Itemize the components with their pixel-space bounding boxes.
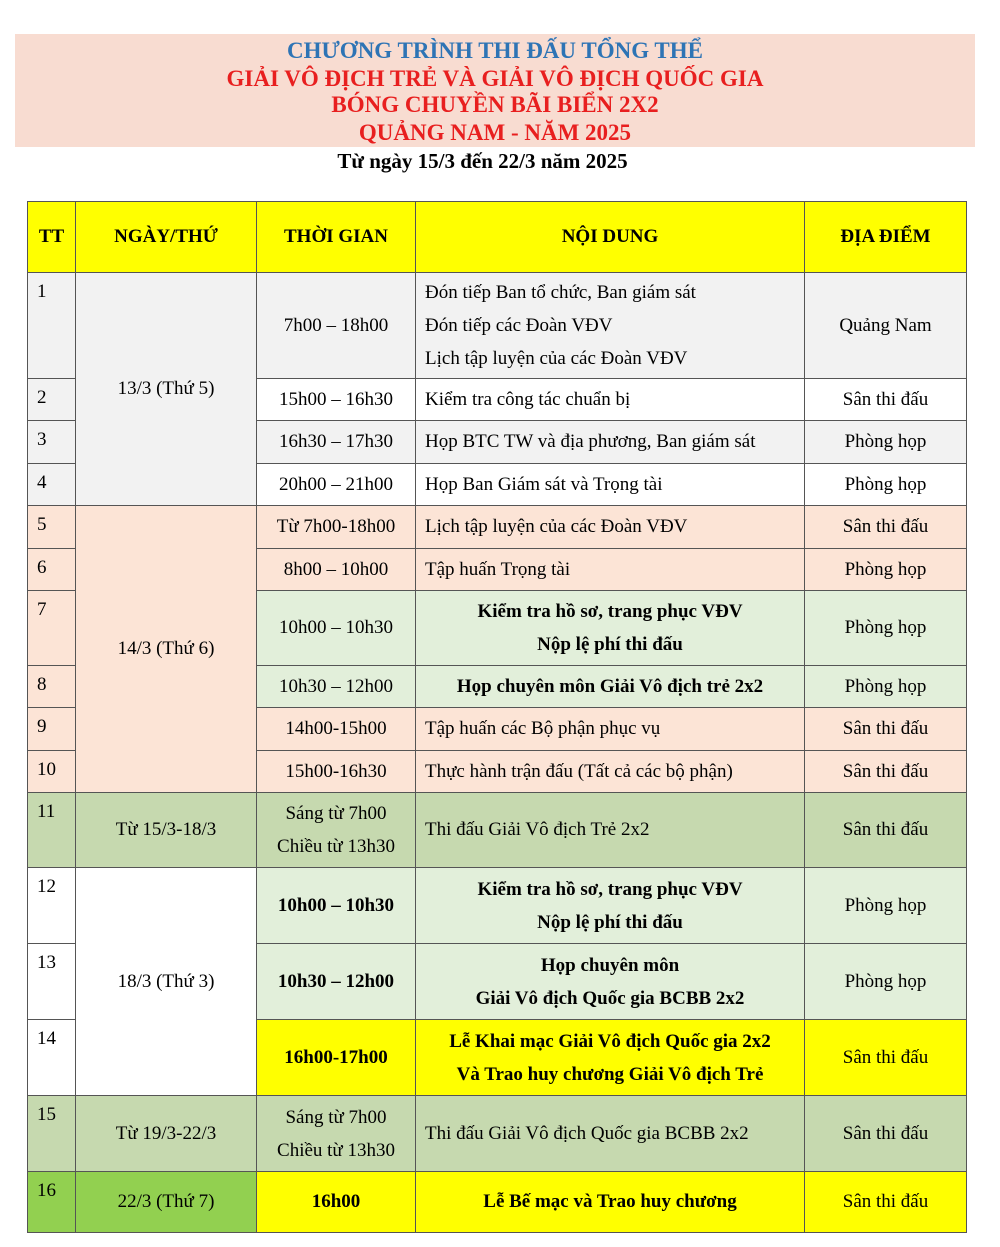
content-cell: Thi đấu Giải Vô địch Trẻ 2x2 [416, 793, 805, 868]
content-cell: Họp BTC TW và địa phương, Ban giám sát [416, 421, 805, 464]
time-cell: 16h00-17h00 [257, 1020, 416, 1096]
time-cell: 20h00 – 21h00 [257, 464, 416, 506]
date-cell: 22/3 (Thứ 7) [76, 1172, 257, 1233]
content-cell: Lễ Bế mạc và Trao huy chương [416, 1172, 805, 1233]
time-cell: 15h00 – 16h30 [257, 379, 416, 421]
time-cell: 14h00-15h00 [257, 708, 416, 751]
time-cell: 10h00 – 10h30 [257, 591, 416, 666]
row-number: 6 [28, 549, 76, 591]
title-line-1: CHƯƠNG TRÌNH THI ĐẤU TỔNG THỂ [287, 38, 703, 63]
place-cell: Phòng họp [805, 421, 967, 464]
row-number: 5 [28, 506, 76, 549]
date-cell: Từ 19/3-22/3 [76, 1096, 257, 1172]
row-number: 4 [28, 464, 76, 506]
place-cell: Sân thi đấu [805, 379, 967, 421]
time-cell: 10h30 – 12h00 [257, 944, 416, 1020]
place-cell: Sân thi đấu [805, 751, 967, 793]
place-cell: Phòng họp [805, 944, 967, 1020]
row-number: 8 [28, 666, 76, 708]
col-header-content: NỘI DUNG [416, 202, 805, 273]
row-number: 9 [28, 708, 76, 751]
table-row [28, 793, 967, 868]
time-cell: 16h00 [257, 1172, 416, 1233]
row-number: 16 [28, 1172, 76, 1233]
time-cell: 7h00 – 18h00 [257, 273, 416, 379]
content-cell: Họp chuyên môn Giải Vô địch trẻ 2x2 [416, 666, 805, 708]
time-cell: Sáng từ 7h00 Chiều từ 13h30 [257, 1096, 416, 1172]
time-cell: 16h30 – 17h30 [257, 421, 416, 464]
title-line-3: BÓNG CHUYỀN BÃI BIỂN 2X2 [331, 92, 659, 117]
row-number: 7 [28, 591, 76, 666]
time-cell: 10h30 – 12h00 [257, 666, 416, 708]
content-cell: Tập huấn các Bộ phận phục vụ [416, 708, 805, 751]
place-cell: Phòng họp [805, 591, 967, 666]
title-banner [15, 34, 975, 147]
title-line-4: QUẢNG NAM - NĂM 2025 [358, 120, 632, 145]
content-cell: Kiểm tra hồ sơ, trang phục VĐV Nộp lệ phí thi đấu [416, 591, 805, 666]
row-number: 1 [28, 273, 76, 379]
place-cell: Sân thi đấu [805, 793, 967, 868]
place-cell: Sân thi đấu [805, 1020, 967, 1096]
table-row [28, 868, 967, 944]
time-cell: 8h00 – 10h00 [257, 549, 416, 591]
schedule-table [27, 201, 967, 1233]
table-header-row [28, 202, 967, 273]
place-cell: Phòng họp [805, 666, 967, 708]
col-header-place: ĐỊA ĐIỂM [805, 202, 967, 273]
date-cell: 13/3 (Thứ 5) [76, 273, 257, 506]
col-header-date: NGÀY/THỨ [76, 202, 257, 273]
row-number: 15 [28, 1096, 76, 1172]
col-header-time: THỜI GIAN [257, 202, 416, 273]
date-cell: 18/3 (Thứ 3) [76, 868, 257, 1096]
content-cell: Kiểm tra hồ sơ, trang phục VĐV Nộp lệ phí thi đấu [416, 868, 805, 944]
content-cell: Họp Ban Giám sát và Trọng tài [416, 464, 805, 506]
content-cell: Lịch tập luyện của các Đoàn VĐV [416, 506, 805, 549]
row-number: 14 [28, 1020, 76, 1096]
row-number: 2 [28, 379, 76, 421]
place-cell: Sân thi đấu [805, 708, 967, 751]
col-header-tt: TT [28, 202, 76, 273]
table-row [28, 273, 967, 379]
content-cell: Lễ Khai mạc Giải Vô địch Quốc gia 2x2 Và Trao huy chương Giải Vô địch Trẻ [416, 1020, 805, 1096]
time-cell: 15h00-16h30 [257, 751, 416, 793]
date-cell: Từ 15/3-18/3 [76, 793, 257, 868]
time-cell: 10h00 – 10h30 [257, 868, 416, 944]
date-cell: 14/3 (Thứ 6) [76, 506, 257, 793]
place-cell: Sân thi đấu [805, 1096, 967, 1172]
time-cell: Từ 7h00-18h00 [257, 506, 416, 549]
content-cell: Thi đấu Giải Vô địch Quốc gia BCBB 2x2 [416, 1096, 805, 1172]
place-cell: Sân thi đấu [805, 506, 967, 549]
row-number: 13 [28, 944, 76, 1020]
table-row [28, 506, 967, 549]
row-number: 10 [28, 751, 76, 793]
time-cell: Sáng từ 7h00 Chiều từ 13h30 [257, 793, 416, 868]
place-cell: Phòng họp [805, 464, 967, 506]
place-cell: Sân thi đấu [805, 1172, 967, 1233]
content-cell: Họp chuyên môn Giải Vô địch Quốc gia BCBB 2x2 [416, 944, 805, 1020]
table-row [28, 1096, 967, 1172]
content-cell: Thực hành trận đấu (Tất cả các bộ phận) [416, 751, 805, 793]
row-number: 3 [28, 421, 76, 464]
title-line-2: GIẢI VÔ ĐỊCH TRẺ VÀ GIẢI VÔ ĐỊCH QUỐC GIA [226, 66, 764, 91]
content-cell: Kiểm tra công tác chuẩn bị [416, 379, 805, 421]
place-cell: Phòng họp [805, 868, 967, 944]
place-cell: Phòng họp [805, 549, 967, 591]
content-cell: Tập huấn Trọng tài [416, 549, 805, 591]
row-number: 11 [28, 793, 76, 868]
date-range-subtitle: Từ ngày 15/3 đến 22/3 năm 2025 [337, 149, 628, 173]
content-cell: Đón tiếp Ban tổ chức, Ban giám sát Đón tiếp các Đoàn VĐV Lịch tập luyện của các Đoàn VĐV [416, 273, 805, 379]
place-cell: Quảng Nam [805, 273, 967, 379]
table-row [28, 1172, 967, 1233]
row-number: 12 [28, 868, 76, 944]
